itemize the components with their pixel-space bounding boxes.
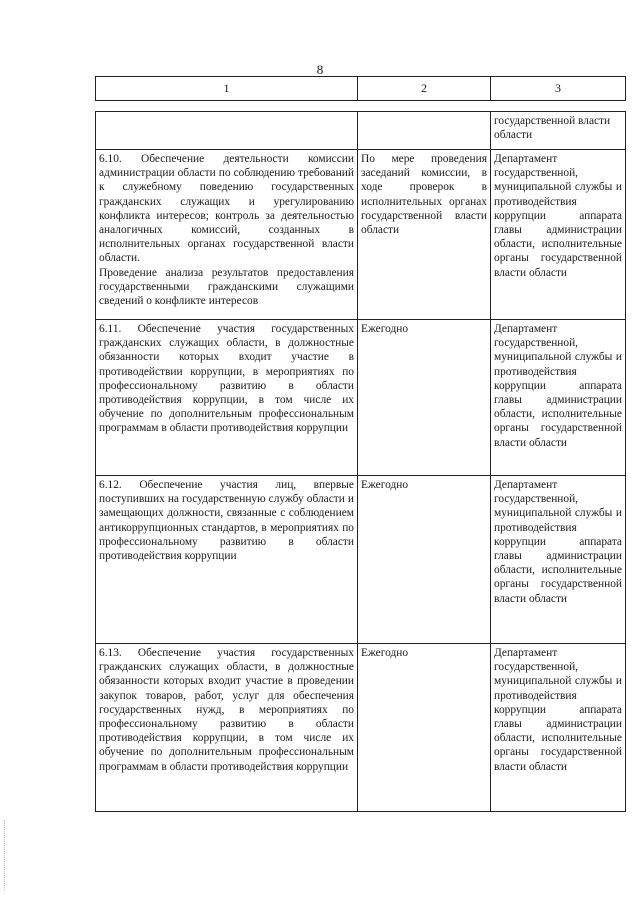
header-col-3: 3 — [491, 77, 626, 101]
row-3-term: Ежегодно — [358, 476, 491, 644]
row-3-measure — [96, 476, 358, 644]
row-2-term: Ежегодно — [358, 320, 491, 476]
row-4-measure — [96, 644, 358, 812]
header-row — [96, 77, 626, 101]
scan-edge-mark — [4, 820, 7, 890]
row-0-measure — [96, 112, 358, 150]
table-header — [95, 76, 626, 101]
row-4-term: Ежегодно — [358, 644, 491, 812]
row-1-measure-p2: Проведение анализа результатов предоставления государственными гражданскими служащими сведений о конфликте интересов — [99, 266, 354, 308]
row-3-measure-p1: 6.12. Обеспечение участия лиц, впервые поступивших на государственную службу области и замещающих должности, связанные с соблюдением антикоррупционных стандартов, в мероприятиях по профессиональному развитию в области противодействия коррупции — [99, 479, 354, 563]
table-row — [96, 644, 626, 812]
measures-table — [95, 111, 626, 812]
page-number: 8 — [316, 62, 324, 77]
table-row — [96, 150, 626, 320]
row-1-measure — [96, 150, 358, 320]
row-3-responsible: Департамент государственной, муниципальной службы и противодействия коррупции аппарата главы администрации области, исполнительные органы государственной власти области — [491, 476, 626, 644]
row-2-measure — [96, 320, 358, 476]
row-0-term — [358, 112, 491, 150]
row-4-responsible: Департамент государственной, муниципальной службы и противодействия коррупции аппарата главы администрации области, исполнительные органы государственной власти области — [491, 644, 626, 812]
row-2-measure-p1: 6.11. Обеспечение участия государственных гражданских служащих области, в должностные обязанности которых входит участие в противодействии коррупции, в мероприятиях по профессиональному развитию в области противодействия коррупции, в том числе их обучение по дополнительным профессиональным программам в области противодействия коррупции — [99, 323, 354, 435]
row-2-responsible: Департамент государственной, муниципальной службы и противодействия коррупции аппарата главы администрации области, исполнительные органы государственной власти области — [491, 320, 626, 476]
table-row — [96, 476, 626, 644]
table-row — [96, 112, 626, 150]
row-4-measure-p1: 6.13. Обеспечение участия государственных гражданских служащих области, в должностные обязанности которых входит участие в проведении закупок товаров, работ, услуг для обеспечения государственных нужд, в мероприятиях по профессиональному развитию в области противодействия коррупции, в том числе их обучение по дополнительным профессиональным программам в области противодействия коррупции — [99, 647, 354, 773]
row-1-responsible: Департамент государственной, муниципальной службы и противодействия коррупции аппарата главы администрации области, исполнительные органы государственной власти области — [491, 150, 626, 320]
header-col-1: 1 — [96, 77, 358, 101]
row-1-measure-p1: 6.10. Обеспечение деятельности комиссии администрации области по соблюдению требований к служебному поведению государственных гражданских служащих и урегулированию конфликта интересов; контроль за деятельностью аналогичных комиссий, созданных в исполнительных органах государственной власти области. — [99, 153, 354, 265]
header-col-2: 2 — [358, 77, 491, 101]
row-1-term: По мере проведения заседаний комиссии, в ходе проверок в исполнительных органах государственной власти области — [358, 150, 491, 320]
row-0-responsible: государственной власти области — [491, 112, 626, 150]
table-row — [96, 320, 626, 476]
